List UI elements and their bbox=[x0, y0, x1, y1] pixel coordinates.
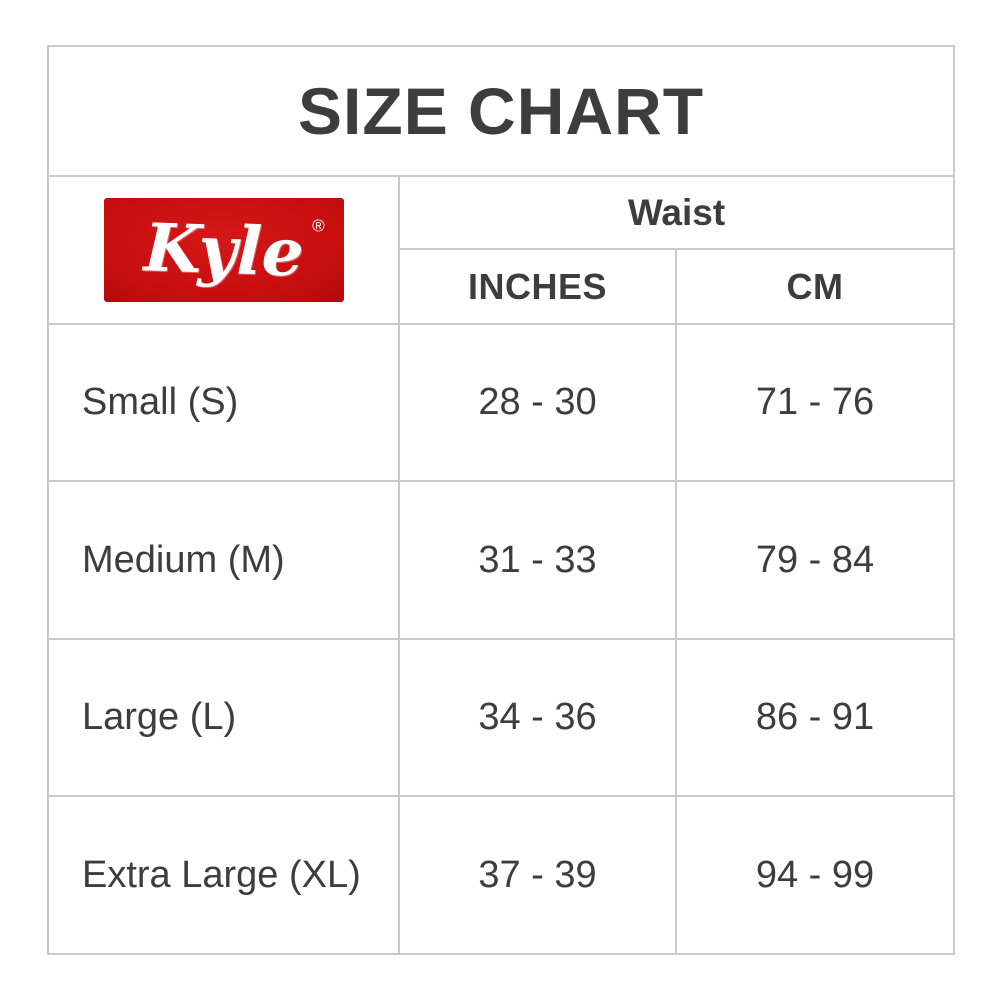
inches-value-cell: 28 - 30 bbox=[399, 324, 676, 481]
cm-value-cell: 79 - 84 bbox=[676, 481, 954, 639]
inches-value-cell: 34 - 36 bbox=[399, 639, 676, 796]
kyle-logo-text: Kyle bbox=[142, 208, 305, 292]
size-label-cell: Small (S) bbox=[48, 324, 399, 481]
table-row-extra-large bbox=[48, 796, 954, 954]
cm-value-cell: 71 - 76 bbox=[676, 324, 954, 481]
column-group-header-waist: Waist bbox=[399, 176, 954, 249]
size-label-cell: Large (L) bbox=[48, 639, 399, 796]
table-row-medium bbox=[48, 481, 954, 639]
column-header-inches: INCHES bbox=[399, 249, 676, 324]
title-row bbox=[48, 46, 954, 176]
column-header-cm: CM bbox=[676, 249, 954, 324]
size-chart-table bbox=[47, 45, 955, 955]
kyle-logo-inner bbox=[142, 208, 325, 292]
brand-logo-cell bbox=[48, 176, 399, 324]
kyle-logo bbox=[104, 198, 344, 302]
cm-value-cell: 94 - 99 bbox=[676, 796, 954, 954]
size-label-cell: Medium (M) bbox=[48, 481, 399, 639]
inches-value-cell: 31 - 33 bbox=[399, 481, 676, 639]
size-label-cell: Extra Large (XL) bbox=[48, 796, 399, 954]
registered-trademark-icon: ® bbox=[311, 216, 325, 236]
table-row-small bbox=[48, 324, 954, 481]
inches-value-cell: 37 - 39 bbox=[399, 796, 676, 954]
page-title: SIZE CHART bbox=[48, 46, 954, 176]
cm-value-cell: 86 - 91 bbox=[676, 639, 954, 796]
group-header-row bbox=[48, 176, 954, 249]
table-row-large bbox=[48, 639, 954, 796]
